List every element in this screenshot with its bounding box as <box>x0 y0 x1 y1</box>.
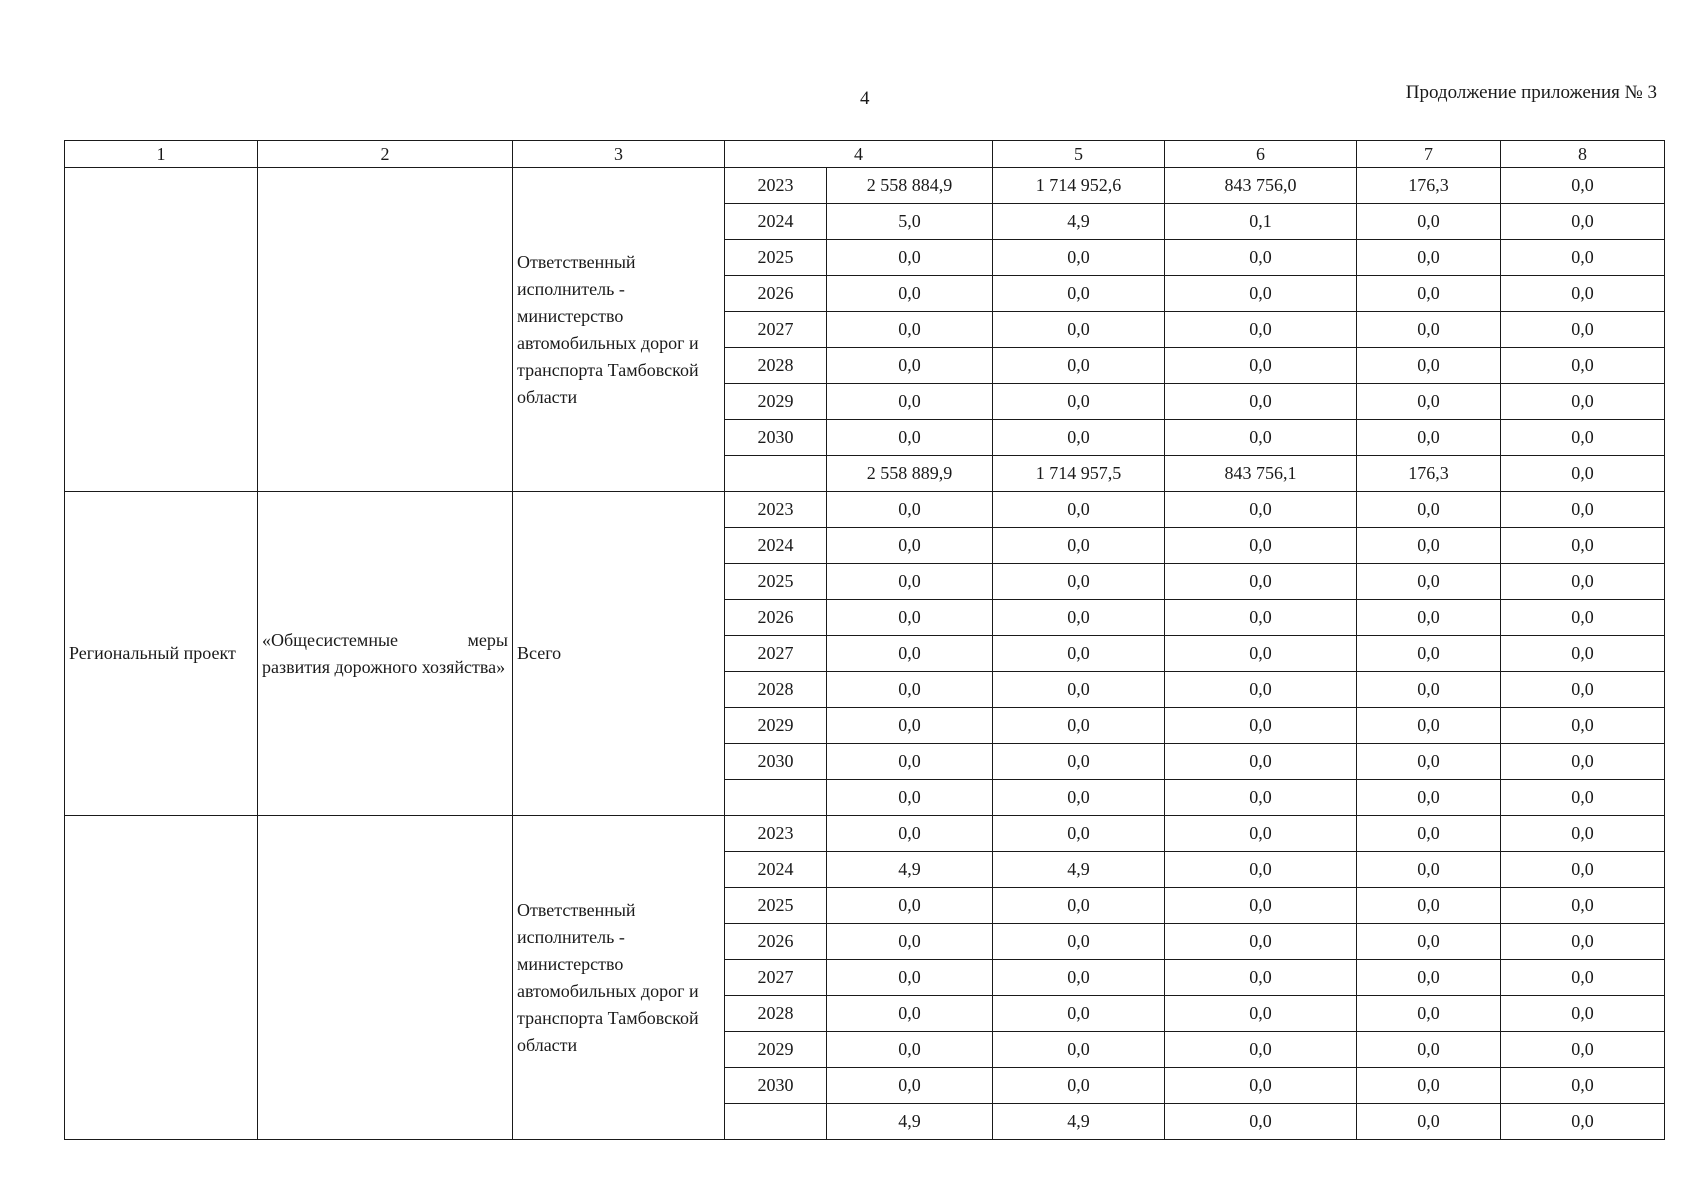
amount-cell-col7: 0,0 <box>1357 924 1501 960</box>
amount-cell-col8: 0,0 <box>1501 240 1665 276</box>
year-cell: 2023 <box>725 816 827 852</box>
program-name-cell <box>258 816 513 1140</box>
amount-cell-col5: 0,0 <box>993 492 1165 528</box>
amount-cell-col7: 0,0 <box>1357 996 1501 1032</box>
amount-cell-col4: 0,0 <box>827 528 993 564</box>
amount-cell-col6: 0,1 <box>1165 204 1357 240</box>
amount-cell-col5: 4,9 <box>993 852 1165 888</box>
amount-cell-col4: 0,0 <box>827 888 993 924</box>
amount-cell-col8: 0,0 <box>1501 996 1665 1032</box>
amount-cell-col5: 0,0 <box>993 240 1165 276</box>
amount-cell-col7: 0,0 <box>1357 384 1501 420</box>
amount-cell-col4: 0,0 <box>827 312 993 348</box>
year-cell: 2024 <box>725 528 827 564</box>
amount-cell-col8: 0,0 <box>1501 744 1665 780</box>
amount-cell-col8: 0,0 <box>1501 672 1665 708</box>
amount-cell-col4: 0,0 <box>827 240 993 276</box>
amount-cell-col7: 0,0 <box>1357 312 1501 348</box>
amount-cell-col4: 0,0 <box>827 348 993 384</box>
column-header-8: 8 <box>1501 141 1665 168</box>
amount-cell-col8: 0,0 <box>1501 924 1665 960</box>
amount-cell-col7: 0,0 <box>1357 960 1501 996</box>
amount-cell-col8: 0,0 <box>1501 276 1665 312</box>
amount-cell-col4: 0,0 <box>827 996 993 1032</box>
amount-cell-col4: 0,0 <box>827 960 993 996</box>
amount-cell-col6: 0,0 <box>1165 1068 1357 1104</box>
amount-cell-col6: 0,0 <box>1165 852 1357 888</box>
amount-cell-col6: 0,0 <box>1165 708 1357 744</box>
amount-cell-col8: 0,0 <box>1501 204 1665 240</box>
amount-cell-col5: 0,0 <box>993 1068 1165 1104</box>
amount-cell-col5: 0,0 <box>993 384 1165 420</box>
funding-source-cell: Ответственный исполнитель - министерство автомобильных дорог и транспорта Тамбовской области <box>513 816 725 1140</box>
amount-cell-col4: 0,0 <box>827 816 993 852</box>
amount-cell-col8: 0,0 <box>1501 528 1665 564</box>
amount-cell-col8: 0,0 <box>1501 492 1665 528</box>
table-row <box>65 492 1665 528</box>
amount-cell-col4: 0,0 <box>827 564 993 600</box>
table-row <box>65 816 1665 852</box>
year-cell <box>725 780 827 816</box>
amount-cell-col5: 0,0 <box>993 996 1165 1032</box>
year-cell: 2027 <box>725 312 827 348</box>
amount-cell-col4: 4,9 <box>827 1104 993 1140</box>
year-cell: 2024 <box>725 204 827 240</box>
amount-cell-col5: 0,0 <box>993 312 1165 348</box>
amount-cell-col8: 0,0 <box>1501 636 1665 672</box>
amount-cell-col4: 0,0 <box>827 1068 993 1104</box>
amount-cell-col5: 0,0 <box>993 924 1165 960</box>
program-name-cell <box>258 168 513 492</box>
year-cell: 2026 <box>725 276 827 312</box>
amount-cell-col7: 0,0 <box>1357 744 1501 780</box>
amount-cell-col7: 176,3 <box>1357 456 1501 492</box>
amount-cell-col4: 0,0 <box>827 420 993 456</box>
amount-cell-col8: 0,0 <box>1501 312 1665 348</box>
year-cell: 2028 <box>725 348 827 384</box>
amount-cell-col7: 0,0 <box>1357 1104 1501 1140</box>
amount-cell-col6: 0,0 <box>1165 672 1357 708</box>
year-cell: 2028 <box>725 996 827 1032</box>
amount-cell-col4: 0,0 <box>827 744 993 780</box>
amount-cell-col7: 0,0 <box>1357 780 1501 816</box>
amount-cell-col5: 0,0 <box>993 780 1165 816</box>
amount-cell-col7: 0,0 <box>1357 420 1501 456</box>
amount-cell-col6: 0,0 <box>1165 960 1357 996</box>
amount-cell-col4: 0,0 <box>827 492 993 528</box>
amount-cell-col7: 0,0 <box>1357 852 1501 888</box>
amount-cell-col7: 0,0 <box>1357 672 1501 708</box>
amount-cell-col7: 0,0 <box>1357 1032 1501 1068</box>
year-cell: 2030 <box>725 420 827 456</box>
column-header-1: 1 <box>65 141 258 168</box>
funding-source-cell: Всего <box>513 492 725 816</box>
amount-cell-col5: 0,0 <box>993 816 1165 852</box>
amount-cell-col4: 0,0 <box>827 636 993 672</box>
amount-cell-col6: 843 756,1 <box>1165 456 1357 492</box>
program-name-cell: «Общесистемные меры развития дорожного хозяйства» <box>258 492 513 816</box>
amount-cell-col8: 0,0 <box>1501 564 1665 600</box>
amount-cell-col6: 0,0 <box>1165 420 1357 456</box>
year-cell: 2025 <box>725 888 827 924</box>
amount-cell-col7: 0,0 <box>1357 276 1501 312</box>
table-body <box>65 168 1665 1140</box>
amount-cell-col8: 0,0 <box>1501 168 1665 204</box>
amount-cell-col8: 0,0 <box>1501 456 1665 492</box>
header-row <box>65 141 1665 168</box>
amount-cell-col6: 0,0 <box>1165 348 1357 384</box>
column-header-5: 5 <box>993 141 1165 168</box>
amount-cell-col7: 0,0 <box>1357 564 1501 600</box>
amount-cell-col7: 176,3 <box>1357 168 1501 204</box>
amount-cell-col6: 0,0 <box>1165 384 1357 420</box>
year-cell: 2023 <box>725 492 827 528</box>
amount-cell-col7: 0,0 <box>1357 492 1501 528</box>
amount-cell-col5: 0,0 <box>993 744 1165 780</box>
amount-cell-col7: 0,0 <box>1357 888 1501 924</box>
year-cell <box>725 1104 827 1140</box>
table-header <box>65 141 1665 168</box>
amount-cell-col6: 0,0 <box>1165 312 1357 348</box>
amount-cell-col6: 843 756,0 <box>1165 168 1357 204</box>
amount-cell-col8: 0,0 <box>1501 600 1665 636</box>
amount-cell-col6: 0,0 <box>1165 924 1357 960</box>
amount-cell-col6: 0,0 <box>1165 636 1357 672</box>
amount-cell-col8: 0,0 <box>1501 1104 1665 1140</box>
amount-cell-col5: 4,9 <box>993 204 1165 240</box>
amount-cell-col5: 0,0 <box>993 420 1165 456</box>
amount-cell-col6: 0,0 <box>1165 240 1357 276</box>
amount-cell-col7: 0,0 <box>1357 600 1501 636</box>
amount-cell-col8: 0,0 <box>1501 420 1665 456</box>
amount-cell-col4: 0,0 <box>827 780 993 816</box>
amount-cell-col4: 2 558 884,9 <box>827 168 993 204</box>
year-cell: 2030 <box>725 744 827 780</box>
amount-cell-col5: 0,0 <box>993 1032 1165 1068</box>
page-number: 4 <box>860 88 870 109</box>
year-cell: 2027 <box>725 636 827 672</box>
amount-cell-col4: 0,0 <box>827 600 993 636</box>
amount-cell-col6: 0,0 <box>1165 1104 1357 1140</box>
year-cell: 2026 <box>725 924 827 960</box>
amount-cell-col5: 0,0 <box>993 708 1165 744</box>
amount-cell-col5: 4,9 <box>993 1104 1165 1140</box>
amount-cell-col7: 0,0 <box>1357 348 1501 384</box>
column-header-7: 7 <box>1357 141 1501 168</box>
amount-cell-col6: 0,0 <box>1165 600 1357 636</box>
amount-cell-col4: 5,0 <box>827 204 993 240</box>
amount-cell-col5: 0,0 <box>993 564 1165 600</box>
amount-cell-col8: 0,0 <box>1501 1032 1665 1068</box>
column-header-4: 4 <box>725 141 993 168</box>
row-label-cell <box>65 816 258 1140</box>
amount-cell-col7: 0,0 <box>1357 636 1501 672</box>
amount-cell-col5: 0,0 <box>993 672 1165 708</box>
amount-cell-col4: 0,0 <box>827 276 993 312</box>
amount-cell-col7: 0,0 <box>1357 708 1501 744</box>
year-cell: 2029 <box>725 708 827 744</box>
amount-cell-col7: 0,0 <box>1357 528 1501 564</box>
amount-cell-col8: 0,0 <box>1501 852 1665 888</box>
year-cell: 2025 <box>725 240 827 276</box>
amount-cell-col6: 0,0 <box>1165 888 1357 924</box>
year-cell: 2024 <box>725 852 827 888</box>
budget-table <box>64 140 1665 1140</box>
year-cell: 2029 <box>725 1032 827 1068</box>
amount-cell-col5: 0,0 <box>993 636 1165 672</box>
year-cell: 2027 <box>725 960 827 996</box>
amount-cell-col5: 0,0 <box>993 528 1165 564</box>
amount-cell-col7: 0,0 <box>1357 240 1501 276</box>
year-cell: 2026 <box>725 600 827 636</box>
amount-cell-col8: 0,0 <box>1501 384 1665 420</box>
amount-cell-col7: 0,0 <box>1357 1068 1501 1104</box>
column-header-3: 3 <box>513 141 725 168</box>
amount-cell-col8: 0,0 <box>1501 816 1665 852</box>
amount-cell-col6: 0,0 <box>1165 492 1357 528</box>
amount-cell-col8: 0,0 <box>1501 1068 1665 1104</box>
amount-cell-col5: 0,0 <box>993 960 1165 996</box>
table-row <box>65 168 1665 204</box>
amount-cell-col5: 0,0 <box>993 600 1165 636</box>
amount-cell-col6: 0,0 <box>1165 1032 1357 1068</box>
amount-cell-col6: 0,0 <box>1165 744 1357 780</box>
amount-cell-col4: 0,0 <box>827 672 993 708</box>
year-cell <box>725 456 827 492</box>
amount-cell-col4: 0,0 <box>827 708 993 744</box>
year-cell: 2030 <box>725 1068 827 1104</box>
amount-cell-col6: 0,0 <box>1165 816 1357 852</box>
year-cell: 2023 <box>725 168 827 204</box>
amount-cell-col8: 0,0 <box>1501 348 1665 384</box>
amount-cell-col5: 1 714 957,5 <box>993 456 1165 492</box>
amount-cell-col5: 0,0 <box>993 276 1165 312</box>
amount-cell-col5: 1 714 952,6 <box>993 168 1165 204</box>
amount-cell-col4: 0,0 <box>827 924 993 960</box>
column-header-6: 6 <box>1165 141 1357 168</box>
amount-cell-col4: 4,9 <box>827 852 993 888</box>
amount-cell-col8: 0,0 <box>1501 960 1665 996</box>
amount-cell-col8: 0,0 <box>1501 708 1665 744</box>
amount-cell-col5: 0,0 <box>993 348 1165 384</box>
amount-cell-col4: 2 558 889,9 <box>827 456 993 492</box>
row-label-cell: Региональный проект <box>65 492 258 816</box>
amount-cell-col4: 0,0 <box>827 1032 993 1068</box>
amount-cell-col7: 0,0 <box>1357 204 1501 240</box>
amount-cell-col4: 0,0 <box>827 384 993 420</box>
amount-cell-col6: 0,0 <box>1165 276 1357 312</box>
amount-cell-col6: 0,0 <box>1165 528 1357 564</box>
amount-cell-col7: 0,0 <box>1357 816 1501 852</box>
amount-cell-col5: 0,0 <box>993 888 1165 924</box>
amount-cell-col6: 0,0 <box>1165 996 1357 1032</box>
year-cell: 2029 <box>725 384 827 420</box>
funding-source-cell: Ответственный исполнитель - министерство автомобильных дорог и транспорта Тамбовской области <box>513 168 725 492</box>
year-cell: 2025 <box>725 564 827 600</box>
amount-cell-col8: 0,0 <box>1501 780 1665 816</box>
amount-cell-col6: 0,0 <box>1165 780 1357 816</box>
amount-cell-col6: 0,0 <box>1165 564 1357 600</box>
amount-cell-col8: 0,0 <box>1501 888 1665 924</box>
year-cell: 2028 <box>725 672 827 708</box>
appendix-continuation-note: Продолжение приложения № 3 <box>1405 82 1657 103</box>
column-header-2: 2 <box>258 141 513 168</box>
row-label-cell <box>65 168 258 492</box>
